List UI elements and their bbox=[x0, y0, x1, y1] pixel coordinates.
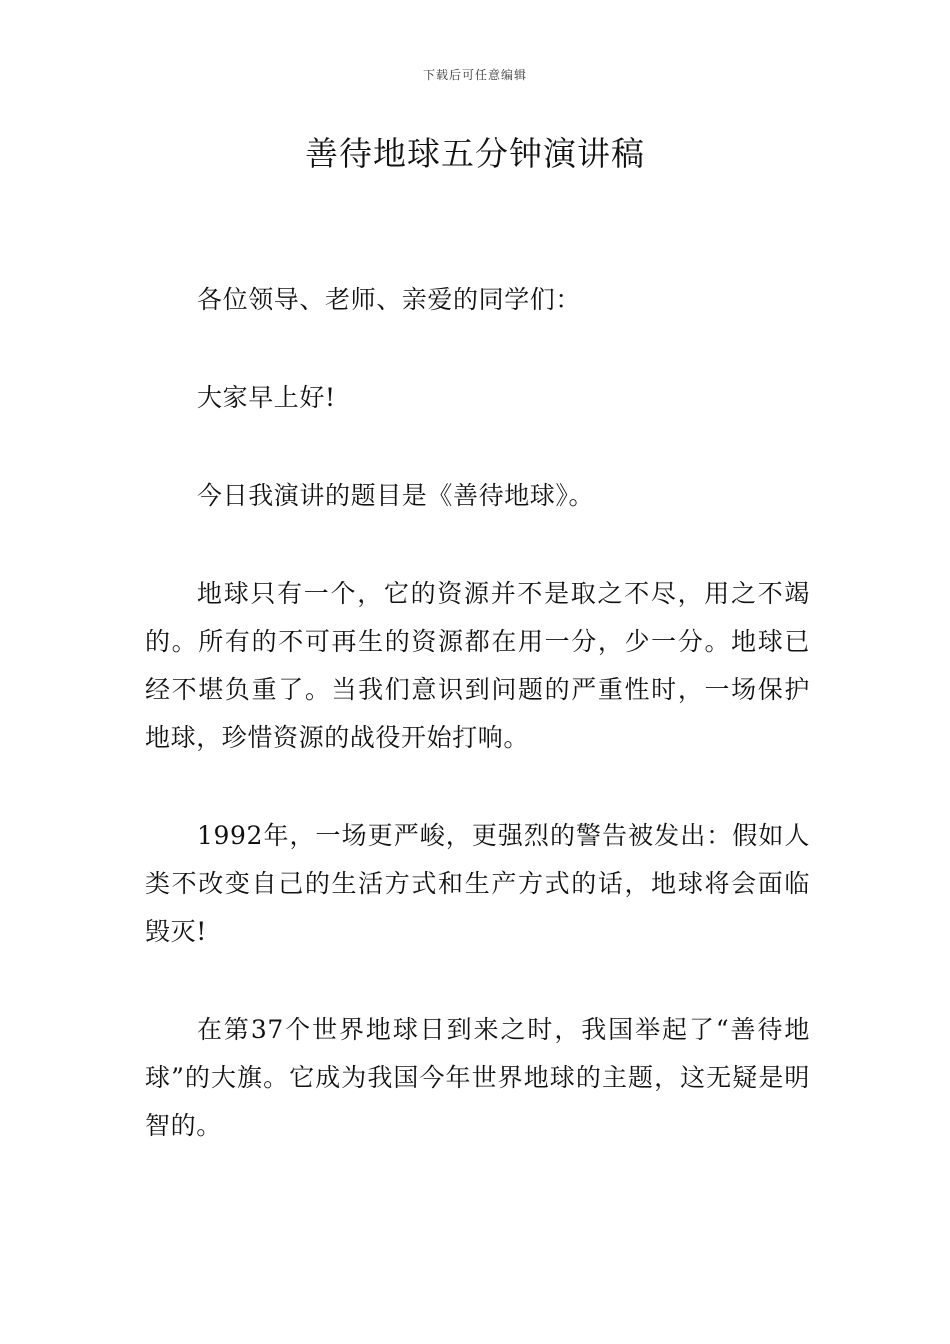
paragraph-earth-day: 在第37个世界地球日到来之时，我国举起了“善待地球”的大旗。它成为我国今年世界地球的主题，这无疑是明智的。 bbox=[145, 1015, 810, 1140]
paragraph-salutation: 各位领导、老师、亲爱的同学们： bbox=[197, 285, 582, 314]
document-title: 善待地球五分钟演讲稿 bbox=[305, 134, 645, 173]
header-note: 下载后可任意编辑 bbox=[422, 68, 527, 82]
document-body bbox=[145, 276, 810, 1200]
paragraph-warning: 1992年，一场更严峻，更强烈的警告被发出：假如人类不改变自己的生活方式和生产方式的话，地球将会面临毁灭! bbox=[145, 821, 810, 946]
paragraph-resources: 地球只有一个，它的资源并不是取之不尽，用之不竭的。所有的不可再生的资源都在用一分，少一分。地球已经不堪负重了。当我们意识到问题的严重性时，一场保护地球，珍惜资源的战役开始打响。 bbox=[145, 579, 810, 752]
paragraph-greeting: 大家早上好! bbox=[197, 383, 336, 412]
paragraph-topic: 今日我演讲的题目是《善待地球》。 bbox=[197, 481, 595, 510]
